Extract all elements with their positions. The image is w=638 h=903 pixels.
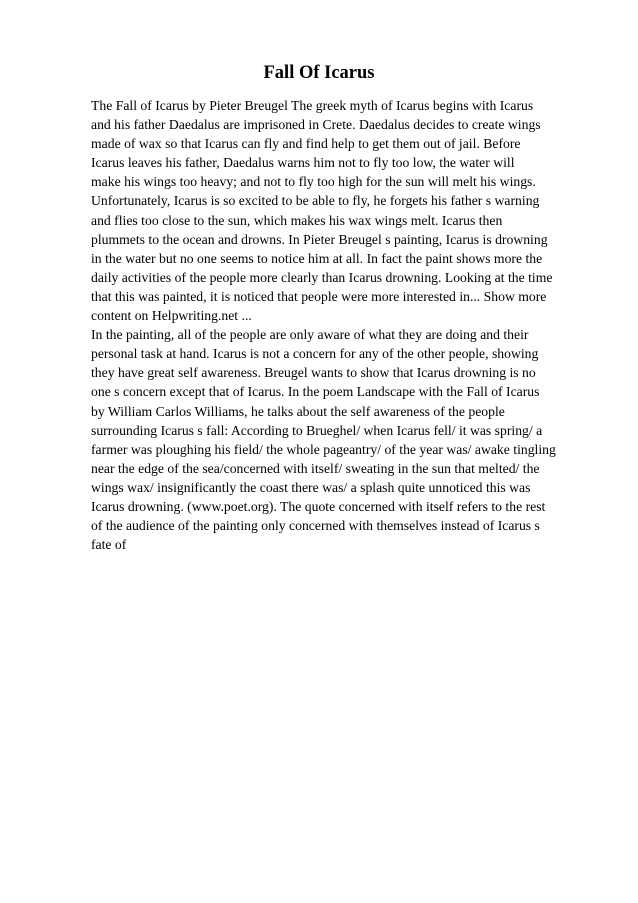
text-line: Icarus drowning. (www.poet.org). The quote concerned with itself refers to the rest (91, 498, 546, 514)
text-line: by William Carlos Williams, he talks about the self awareness of the people (91, 403, 505, 419)
text-line: farmer was ploughing his field/ the whole pageantry/ of the year was/ awake tingling (91, 441, 556, 457)
text-line: The Fall of Icarus by Pieter Breugel The greek myth of Icarus begins with Icarus (91, 98, 534, 113)
document-body (91, 96, 631, 554)
text-line: Unfortunately, Icarus is so excited to be able to fly, he forgets his father s warning (91, 193, 540, 209)
text-line: wings wax/ insignificantly the coast there was/ a splash quite unnoticed this was (91, 479, 531, 495)
text-line: one s concern except that of Icarus. In the poem Landscape with the Fall of Icarus (91, 384, 540, 400)
text-line: and his father Daedalus are imprisoned in Crete. Daedalus decides to create wings (91, 117, 541, 133)
text-line: made of wax so that Icarus can fly and find help to get them out of jail. Before (91, 136, 521, 152)
text-line: near the edge of the sea/concerned with itself/ sweating in the sun that melted/ the (91, 460, 540, 476)
text-line: in the water but no one seems to notice him at all. In fact the paint shows more the (91, 250, 543, 266)
text-line: they have great self awareness. Breugel wants to show that Icarus drowning is no (91, 365, 536, 381)
text-line: personal task at hand. Icarus is not a concern for any of the other people, showing (91, 346, 539, 362)
text-line: of the audience of the painting only concerned with themselves instead of Icarus s (91, 518, 540, 534)
text-line: fate of (91, 537, 127, 553)
page-title: Fall Of Icarus (263, 63, 375, 83)
text-line: plummets to the ocean and drowns. In Pieter Breugel s painting, Icarus is drowning (91, 231, 548, 247)
text-line: Icarus leaves his father, Daedalus warns him not to fly too low, the water will (91, 155, 515, 171)
text-line: that this was painted, it is noticed that people were more interested in... Show more (91, 288, 547, 304)
text-line: content on Helpwriting.net ... (91, 308, 252, 324)
text-line: make his wings too heavy; and not to fly too high for the sun will melt his wings. (91, 174, 536, 190)
text-line: In the painting, all of the people are only aware of what they are doing and their (91, 327, 529, 343)
text-line: surrounding Icarus s fall: According to Brueghel/ when Icarus fell/ it was spring/ a (91, 422, 543, 438)
text-line: and flies too close to the sun, which makes his wax wings melt. Icarus then (91, 212, 503, 228)
text-line: daily activities of the people more clearly than Icarus drowning. Looking at the time (91, 269, 553, 285)
